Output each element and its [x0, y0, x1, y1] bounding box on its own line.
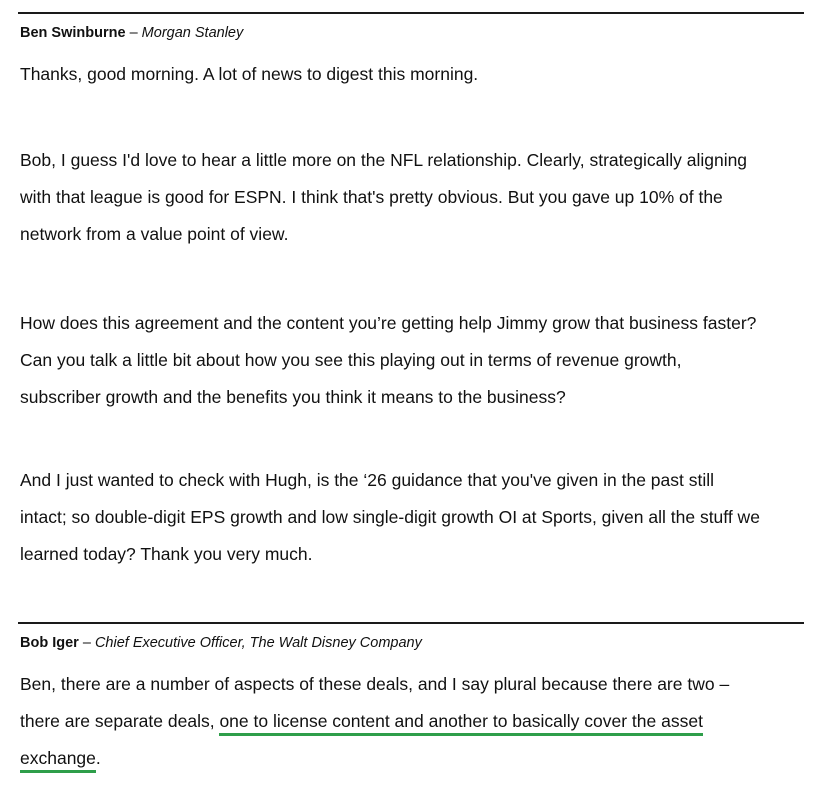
speaker-separator: – [125, 25, 142, 41]
text-line: network from a value point of view. [20, 224, 289, 244]
text-line: intact; so double-digit EPS growth and low single-digit growth OI at Sports, given all the stuff we [20, 507, 760, 527]
text-line: How does this agreement and the content you’re getting help Jimmy grow that business faster? [20, 313, 757, 333]
speaker-affiliation: Morgan Stanley [141, 25, 244, 41]
text-line: learned today? Thank you very much. [20, 544, 313, 564]
text-line [20, 740, 810, 777]
text-line: Can you talk a little bit about how you see this playing out in terms of revenue growth, [20, 350, 682, 370]
question-paragraph-2 [20, 142, 810, 253]
speaker-affiliation: Chief Executive Officer, The Walt Disney Company [94, 635, 422, 651]
highlighted-text: one to license content and another to basically cover the asset [219, 711, 703, 736]
highlighted-text: exchange [20, 748, 96, 773]
speaker-header-bob-iger [20, 633, 422, 653]
top-divider [18, 12, 804, 14]
speaker-header-ben-swinburne [20, 23, 243, 43]
text-line: Thanks, good morning. A lot of news to digest this morning. [20, 64, 479, 84]
section-divider [18, 622, 804, 624]
text-line: with that league is good for ESPN. I think that's pretty obvious. But you gave up 10% of the [20, 187, 723, 207]
answer-plain-text: . [95, 748, 101, 768]
text-line [20, 703, 810, 740]
question-paragraph-3 [20, 305, 810, 416]
text-line: And I just wanted to check with Hugh, is the ‘26 guidance that you've given in the past still [20, 470, 715, 490]
answer-plain-text: there are separate deals, [20, 711, 220, 731]
text-line: subscriber growth and the benefits you think it means to the business? [20, 387, 566, 407]
question-paragraph-1 [20, 56, 810, 93]
answer-paragraph [20, 666, 810, 777]
speaker-name: Ben Swinburne [20, 25, 126, 41]
question-paragraph-4 [20, 462, 810, 573]
speaker-name: Bob Iger [20, 635, 79, 651]
text-line: Ben, there are a number of aspects of these deals, and I say plural because there are two – [20, 674, 730, 694]
speaker-separator: – [78, 635, 95, 651]
text-line: Bob, I guess I'd love to hear a little more on the NFL relationship. Clearly, strategically aligning [20, 150, 748, 170]
